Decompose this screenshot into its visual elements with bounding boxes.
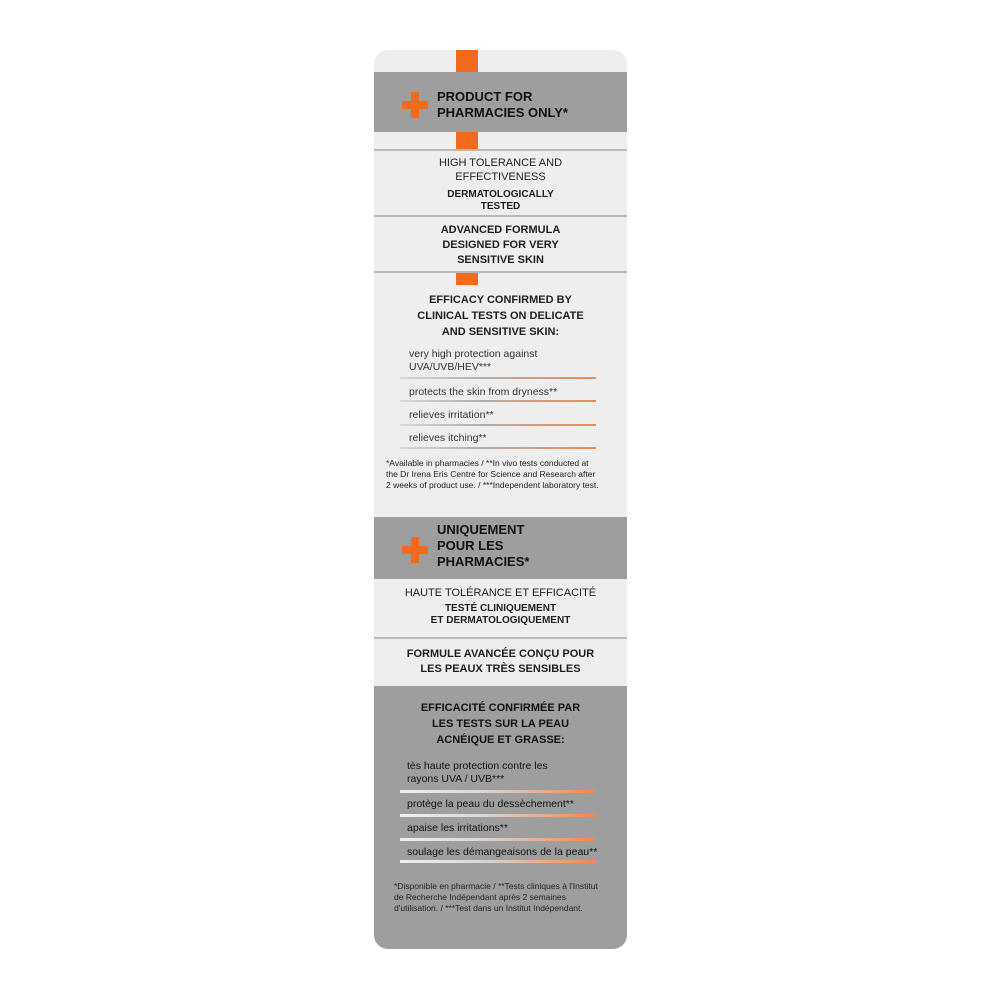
benefit-underline <box>400 814 596 817</box>
divider <box>374 149 627 151</box>
benefit-item: very high protection against UVA/UVB/HEV*** <box>409 348 538 373</box>
tolerance-text-fr: HAUTE TOLÉRANCE ET EFFICACITÉ <box>404 587 597 599</box>
benefit-underline <box>400 838 596 841</box>
benefit-item: protects the skin from dryness** <box>409 386 558 398</box>
benefit-item: soulage les démangeaisons de la peau** <box>407 846 598 858</box>
derma-tested-fr: TESTÉ CLINIQUEMENT ET DERMATOLOGIQUEMENT <box>430 603 571 626</box>
footnote-en: *Available in pharmacies / **In vivo tests conducted at the Dr Irena Eris Centre for Science and Research after 2 weeks of product use. / ***Independent laboratory test. <box>386 458 599 490</box>
pharmacy-badge-fr: UNIQUEMENT POUR LES PHARMACIES* <box>437 522 530 569</box>
benefit-item: tès haute protection contre les rayons UVA / UVB*** <box>407 760 548 785</box>
orange-tab-small <box>456 273 478 285</box>
orange-tab-mid <box>456 132 478 150</box>
benefit-underline <box>400 400 596 402</box>
benefit-underline <box>400 447 596 449</box>
formula-text-fr: FORMULE AVANCÉE CONÇU POUR LES PEAUX TRÈS SENSIBLES <box>406 648 595 675</box>
divider <box>374 215 627 217</box>
benefit-underline <box>400 424 596 426</box>
benefit-underline <box>400 377 596 379</box>
efficacy-heading-fr: EFFICACITÉ CONFIRMÉE PAR LES TESTS SUR LA PEAU ACNÉIQUE ET GRASSE: <box>420 702 581 746</box>
benefit-underline <box>400 860 596 863</box>
divider <box>374 271 627 273</box>
pharmacy-badge-en: PRODUCT FOR PHARMACIES ONLY* <box>437 89 568 120</box>
orange-tab-top <box>456 50 478 72</box>
plus-icon <box>402 92 428 118</box>
benefit-item: relieves itching** <box>409 432 487 444</box>
benefit-item: relieves irritation** <box>409 409 494 421</box>
plus-icon <box>402 537 428 563</box>
product-label-panel <box>374 50 627 949</box>
divider <box>374 637 627 639</box>
efficacy-heading-en: EFFICACY CONFIRMED BY CLINICAL TESTS ON DELICATE AND SENSITIVE SKIN: <box>417 294 584 338</box>
tolerance-text-en: HIGH TOLERANCE AND EFFECTIVENESS <box>438 157 563 183</box>
footnote-fr: *Disponible en pharmacie / **Tests cliniques à l'Institut de Recherche Indépendant après 2 semaines d'utilisation. / ***Test dans un Institut Indépendant. <box>394 881 598 913</box>
formula-text-en: ADVANCED FORMULA DESIGNED FOR VERY SENSITIVE SKIN <box>440 224 561 266</box>
benefit-underline <box>400 790 596 793</box>
benefit-item: apaise les irritations** <box>407 822 508 834</box>
derma-tested-en: DERMATOLOGICALLY TESTED <box>447 189 554 212</box>
benefit-item: protège la peau du dessèchement** <box>407 798 574 810</box>
